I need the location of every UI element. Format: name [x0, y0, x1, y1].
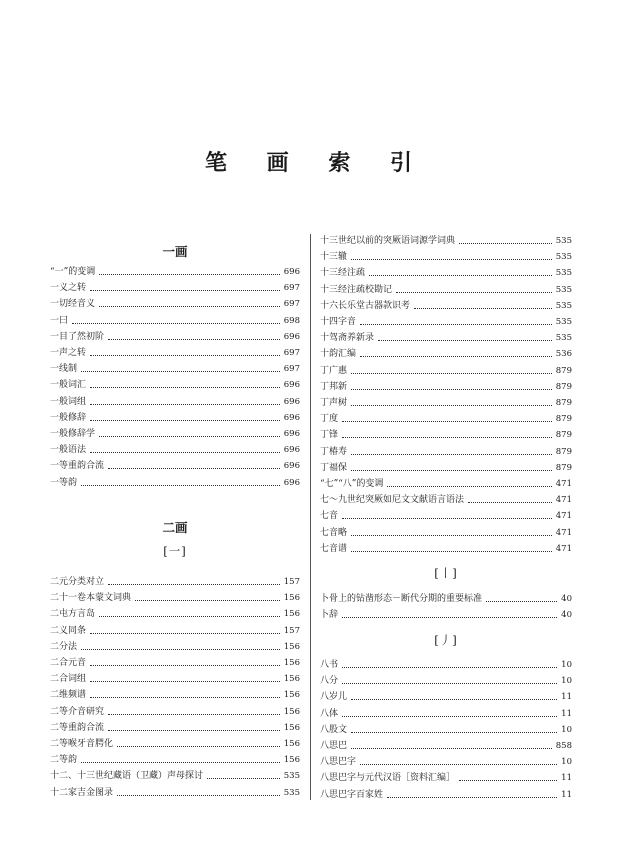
subheading-horizontal: [一] — [163, 544, 187, 558]
entry-term: 七音略 — [320, 527, 348, 538]
entry-page-number: 156 — [283, 706, 300, 717]
entry-page-number: 535 — [555, 236, 572, 246]
entry-page-number: 156 — [283, 609, 300, 620]
dot-leader — [351, 470, 552, 471]
entry-term: 二合词组 — [50, 674, 87, 685]
entry-term: 八体 — [320, 708, 339, 719]
entry-term: 卜骨上的钻凿形态－断代分期的重要标准 — [320, 594, 483, 604]
entry-term: 一般词组 — [50, 396, 87, 407]
index-entry — [320, 250, 572, 264]
dot-leader — [90, 681, 280, 682]
entry-page-number: 535 — [555, 268, 572, 279]
entry-term: 八思巴字百家姓 — [320, 789, 384, 800]
index-entry — [50, 624, 300, 638]
index-entry — [320, 493, 572, 507]
dot-leader — [81, 485, 280, 486]
index-entry — [50, 721, 300, 735]
dot-leader — [468, 502, 552, 503]
index-entry — [50, 362, 300, 376]
entry-term: 一目了然初阶 — [50, 331, 105, 342]
index-entry — [320, 788, 572, 802]
dot-leader — [108, 730, 280, 731]
entry-term: 十三经注疏校勘记 — [320, 284, 393, 295]
index-entry — [50, 281, 300, 295]
entry-term: 一般语法 — [50, 445, 87, 456]
dot-leader — [369, 275, 552, 276]
entry-page-number: 696 — [283, 477, 300, 488]
dot-leader — [108, 584, 280, 585]
index-entry — [50, 459, 300, 473]
dot-leader — [207, 778, 280, 779]
index-entry — [320, 396, 572, 410]
index-entry — [50, 688, 300, 702]
subheading-left-falling: [丿] — [434, 633, 458, 647]
entry-page-number: 40 — [561, 594, 572, 604]
dot-leader — [342, 683, 557, 684]
dot-leader — [90, 633, 280, 634]
entry-term: 十三辙 — [320, 252, 348, 263]
dot-leader — [90, 697, 280, 698]
entry-term: 二屯方言岛 — [50, 609, 96, 620]
entry-page-number: 879 — [555, 398, 572, 408]
dot-leader — [351, 535, 552, 536]
index-entry — [320, 658, 572, 672]
entry-term: “一”的变调 — [50, 267, 96, 277]
index-entry — [50, 640, 300, 654]
dot-leader — [90, 452, 280, 453]
index-entry — [320, 755, 572, 769]
index-entry — [50, 607, 300, 621]
dot-leader — [90, 665, 280, 666]
entry-page-number: 535 — [555, 317, 572, 327]
index-entry — [50, 672, 300, 686]
dot-leader — [342, 437, 552, 438]
index-entry — [50, 786, 300, 800]
entry-term: 二义同条 — [50, 625, 87, 636]
dot-leader — [99, 306, 280, 307]
dot-leader — [342, 716, 557, 717]
index-entry — [50, 705, 300, 719]
entry-term: 一般词汇 — [50, 380, 87, 391]
entry-term: 十三经注疏 — [320, 268, 366, 279]
entry-page-number: 10 — [561, 724, 572, 735]
index-entry — [50, 443, 300, 457]
entry-page-number: 156 — [283, 690, 300, 701]
entry-page-number: 11 — [561, 692, 572, 703]
index-entry — [320, 380, 572, 394]
entry-term: 丁声树 — [320, 398, 348, 408]
entry-term: 八书 — [320, 660, 339, 670]
entry-term: 八思巴字与元代汉语［资料汇编］ — [320, 773, 456, 784]
entry-page-number: 536 — [555, 349, 572, 360]
dot-leader — [108, 339, 280, 340]
entry-term: 一等重韵合流 — [50, 461, 105, 472]
index-entry — [320, 771, 572, 785]
entry-page-number: 879 — [555, 462, 572, 473]
dot-leader — [90, 387, 280, 388]
dot-leader — [387, 486, 551, 487]
dot-leader — [108, 714, 280, 715]
entry-term: 二等介音研究 — [50, 706, 105, 717]
dot-leader — [99, 616, 280, 617]
index-entry — [50, 575, 300, 589]
entry-term: 一切经音义 — [50, 299, 96, 310]
dot-leader — [117, 795, 280, 796]
index-entry — [320, 690, 572, 704]
dot-leader — [459, 780, 557, 781]
entry-term: 丁邦新 — [320, 381, 348, 392]
entry-page-number: 535 — [555, 333, 572, 344]
entry-page-number: 156 — [283, 755, 300, 766]
dot-leader — [90, 355, 280, 356]
entry-term: 八股文 — [320, 724, 348, 735]
entry-page-number: 10 — [561, 757, 572, 768]
index-entry — [320, 412, 572, 426]
index-entry — [320, 674, 572, 688]
entry-term: 一线制 — [50, 364, 78, 375]
entry-page-number: 535 — [555, 284, 572, 295]
entry-page-number: 156 — [283, 739, 300, 749]
entry-term: 二合元音 — [50, 658, 87, 668]
dot-leader — [108, 468, 280, 469]
entry-page-number: 535 — [283, 787, 300, 798]
entry-page-number: 697 — [283, 364, 300, 375]
index-entry — [320, 526, 572, 540]
dot-leader — [351, 405, 552, 406]
index-entry — [50, 411, 300, 425]
index-entry — [320, 445, 572, 459]
index-entry — [320, 477, 572, 491]
entry-page-number: 156 — [283, 658, 300, 668]
index-entry — [320, 739, 572, 753]
dot-leader — [342, 518, 552, 519]
index-entry — [320, 542, 572, 556]
dot-leader — [342, 421, 552, 422]
entry-page-number: 11 — [561, 789, 572, 800]
entry-term: 十二、十三世纪藏语（卫藏）声母探讨 — [50, 771, 204, 782]
dot-leader — [351, 259, 552, 260]
entry-page-number: 157 — [283, 625, 300, 636]
dot-leader — [81, 649, 280, 650]
dot-leader — [378, 340, 552, 341]
index-entry — [50, 769, 300, 783]
dot-leader — [351, 748, 552, 749]
dot-leader — [360, 324, 552, 325]
index-entry — [320, 283, 572, 297]
dot-leader — [72, 323, 280, 324]
entry-page-number: 697 — [283, 299, 300, 310]
dot-leader — [396, 292, 552, 293]
dot-leader — [351, 732, 557, 733]
index-entry — [50, 378, 300, 392]
entry-term: 丁度 — [320, 414, 339, 425]
dot-leader — [387, 797, 557, 798]
entry-term: 丁锋 — [320, 430, 339, 441]
entry-page-number: 879 — [555, 365, 572, 376]
dot-leader — [90, 404, 280, 405]
entry-page-number: 879 — [555, 414, 572, 425]
index-entry — [50, 591, 300, 605]
index-entry — [50, 265, 300, 279]
entry-page-number: 156 — [283, 641, 300, 652]
entry-term: 十韵汇编 — [320, 349, 357, 360]
entry-page-number: 535 — [555, 252, 572, 263]
index-entry — [320, 707, 572, 721]
section-heading-1-stroke: 一画 — [162, 244, 188, 259]
entry-page-number: 696 — [283, 380, 300, 391]
column-divider — [310, 234, 311, 800]
entry-page-number: 696 — [283, 461, 300, 472]
entry-page-number: 40 — [561, 610, 572, 621]
entry-term: 二维频谱 — [50, 690, 87, 701]
index-entry — [320, 234, 572, 248]
entry-term: 一曰 — [50, 315, 69, 326]
dot-leader — [486, 601, 557, 602]
dot-leader — [99, 274, 280, 275]
entry-page-number: 471 — [555, 543, 572, 554]
dot-leader — [414, 308, 552, 309]
entry-page-number: 471 — [555, 511, 572, 522]
entry-page-number: 697 — [283, 348, 300, 358]
entry-page-number: 697 — [283, 283, 300, 294]
entry-page-number: 858 — [555, 741, 572, 751]
dot-leader — [342, 667, 557, 668]
entry-page-number: 10 — [561, 676, 572, 687]
dot-leader — [342, 617, 557, 618]
entry-page-number: 156 — [283, 722, 300, 733]
entry-term: 一般修辞学 — [50, 429, 96, 439]
dot-leader — [351, 551, 552, 552]
entry-page-number: 535 — [283, 771, 300, 782]
index-entry — [320, 331, 572, 345]
entry-page-number: 696 — [283, 429, 300, 439]
entry-term: 七音 — [320, 511, 339, 522]
index-entry — [320, 299, 572, 313]
entry-page-number: 698 — [283, 315, 300, 326]
entry-term: 八思巴字 — [320, 757, 357, 768]
dot-leader — [81, 762, 280, 763]
dot-leader — [351, 373, 552, 374]
entry-page-number: 879 — [555, 381, 572, 392]
entry-term: 一等韵 — [50, 477, 78, 488]
entry-term: 八分 — [320, 676, 339, 687]
index-entry — [50, 737, 300, 751]
index-entry — [50, 476, 300, 490]
entry-term: 丁广惠 — [320, 365, 348, 376]
entry-page-number: 471 — [555, 527, 572, 538]
index-entry — [320, 315, 572, 329]
index-entry — [320, 428, 572, 442]
entry-term: 丁椿寿 — [320, 446, 348, 457]
entry-term: 卜辞 — [320, 610, 339, 621]
entry-term: 二等韵 — [50, 755, 78, 766]
entry-term: 十二家吉金图录 — [50, 787, 114, 798]
entry-page-number: 696 — [283, 331, 300, 342]
index-entry — [50, 395, 300, 409]
entry-term: 二十一卷本蒙文词典 — [50, 593, 132, 604]
dot-leader — [90, 420, 280, 421]
entry-term: 一声之转 — [50, 348, 87, 358]
index-entry — [50, 346, 300, 360]
entry-term: 二等喉牙音腭化 — [50, 739, 114, 749]
dot-leader — [81, 371, 280, 372]
section-heading-2-strokes: 二画 — [162, 520, 188, 535]
index-entry — [320, 723, 572, 737]
dot-leader — [360, 764, 557, 765]
entry-page-number: 471 — [555, 495, 572, 506]
dot-leader — [117, 746, 280, 747]
index-entry — [320, 364, 572, 378]
entry-term: 十三世纪以前的突厥语词源学词典 — [320, 236, 456, 246]
entry-page-number: 471 — [555, 479, 572, 489]
entry-page-number: 696 — [283, 412, 300, 423]
index-entry — [50, 314, 300, 328]
entry-page-number: 696 — [283, 396, 300, 407]
dot-leader — [351, 389, 552, 390]
index-entry — [50, 297, 300, 311]
entry-term: “七”“八”的变调 — [320, 479, 384, 489]
dot-leader — [135, 600, 280, 601]
index-entry — [50, 753, 300, 767]
dot-leader — [90, 290, 280, 291]
entry-term: 八思巴 — [320, 741, 348, 751]
entry-page-number: 156 — [283, 674, 300, 685]
index-entry — [320, 347, 572, 361]
entry-term: 七～九世纪突厥如尼文文献语言语法 — [320, 495, 465, 506]
entry-page-number: 696 — [283, 267, 300, 277]
entry-term: 十六长乐堂古器款识考 — [320, 300, 411, 311]
index-entry — [320, 592, 572, 606]
entry-page-number: 156 — [283, 593, 300, 604]
entry-page-number: 10 — [561, 660, 572, 670]
entry-page-number: 696 — [283, 445, 300, 456]
entry-term: 十四字音 — [320, 317, 357, 327]
index-entry — [320, 266, 572, 280]
entry-page-number: 535 — [555, 300, 572, 311]
entry-term: 七音谱 — [320, 543, 348, 554]
index-entry — [50, 330, 300, 344]
entry-term: 一般修辞 — [50, 412, 87, 423]
dot-leader — [360, 356, 552, 357]
entry-term: 二分法 — [50, 641, 78, 652]
dot-leader — [351, 699, 557, 700]
entry-page-number: 879 — [555, 446, 572, 457]
entry-term: 二等重韵合流 — [50, 722, 105, 733]
entry-page-number: 157 — [283, 577, 300, 587]
index-entry — [50, 656, 300, 670]
entry-page-number: 879 — [555, 430, 572, 441]
entry-term: 丁福保 — [320, 462, 348, 473]
index-entry — [50, 427, 300, 441]
index-entry — [320, 461, 572, 475]
subheading-vertical: [丨] — [434, 566, 458, 580]
entry-term: 一义之转 — [50, 283, 87, 294]
index-entry — [320, 608, 572, 622]
dot-leader — [351, 454, 552, 455]
dot-leader — [459, 243, 552, 244]
entry-page-number: 11 — [561, 773, 572, 784]
entry-term: 十驾斋养新录 — [320, 333, 375, 344]
dot-leader — [99, 436, 280, 437]
page-title: 笔 画 索 引 — [205, 150, 428, 176]
entry-page-number: 11 — [561, 708, 572, 719]
index-entry — [320, 509, 572, 523]
entry-term: 二元分类对立 — [50, 577, 105, 587]
entry-term: 八岁儿 — [320, 692, 348, 703]
